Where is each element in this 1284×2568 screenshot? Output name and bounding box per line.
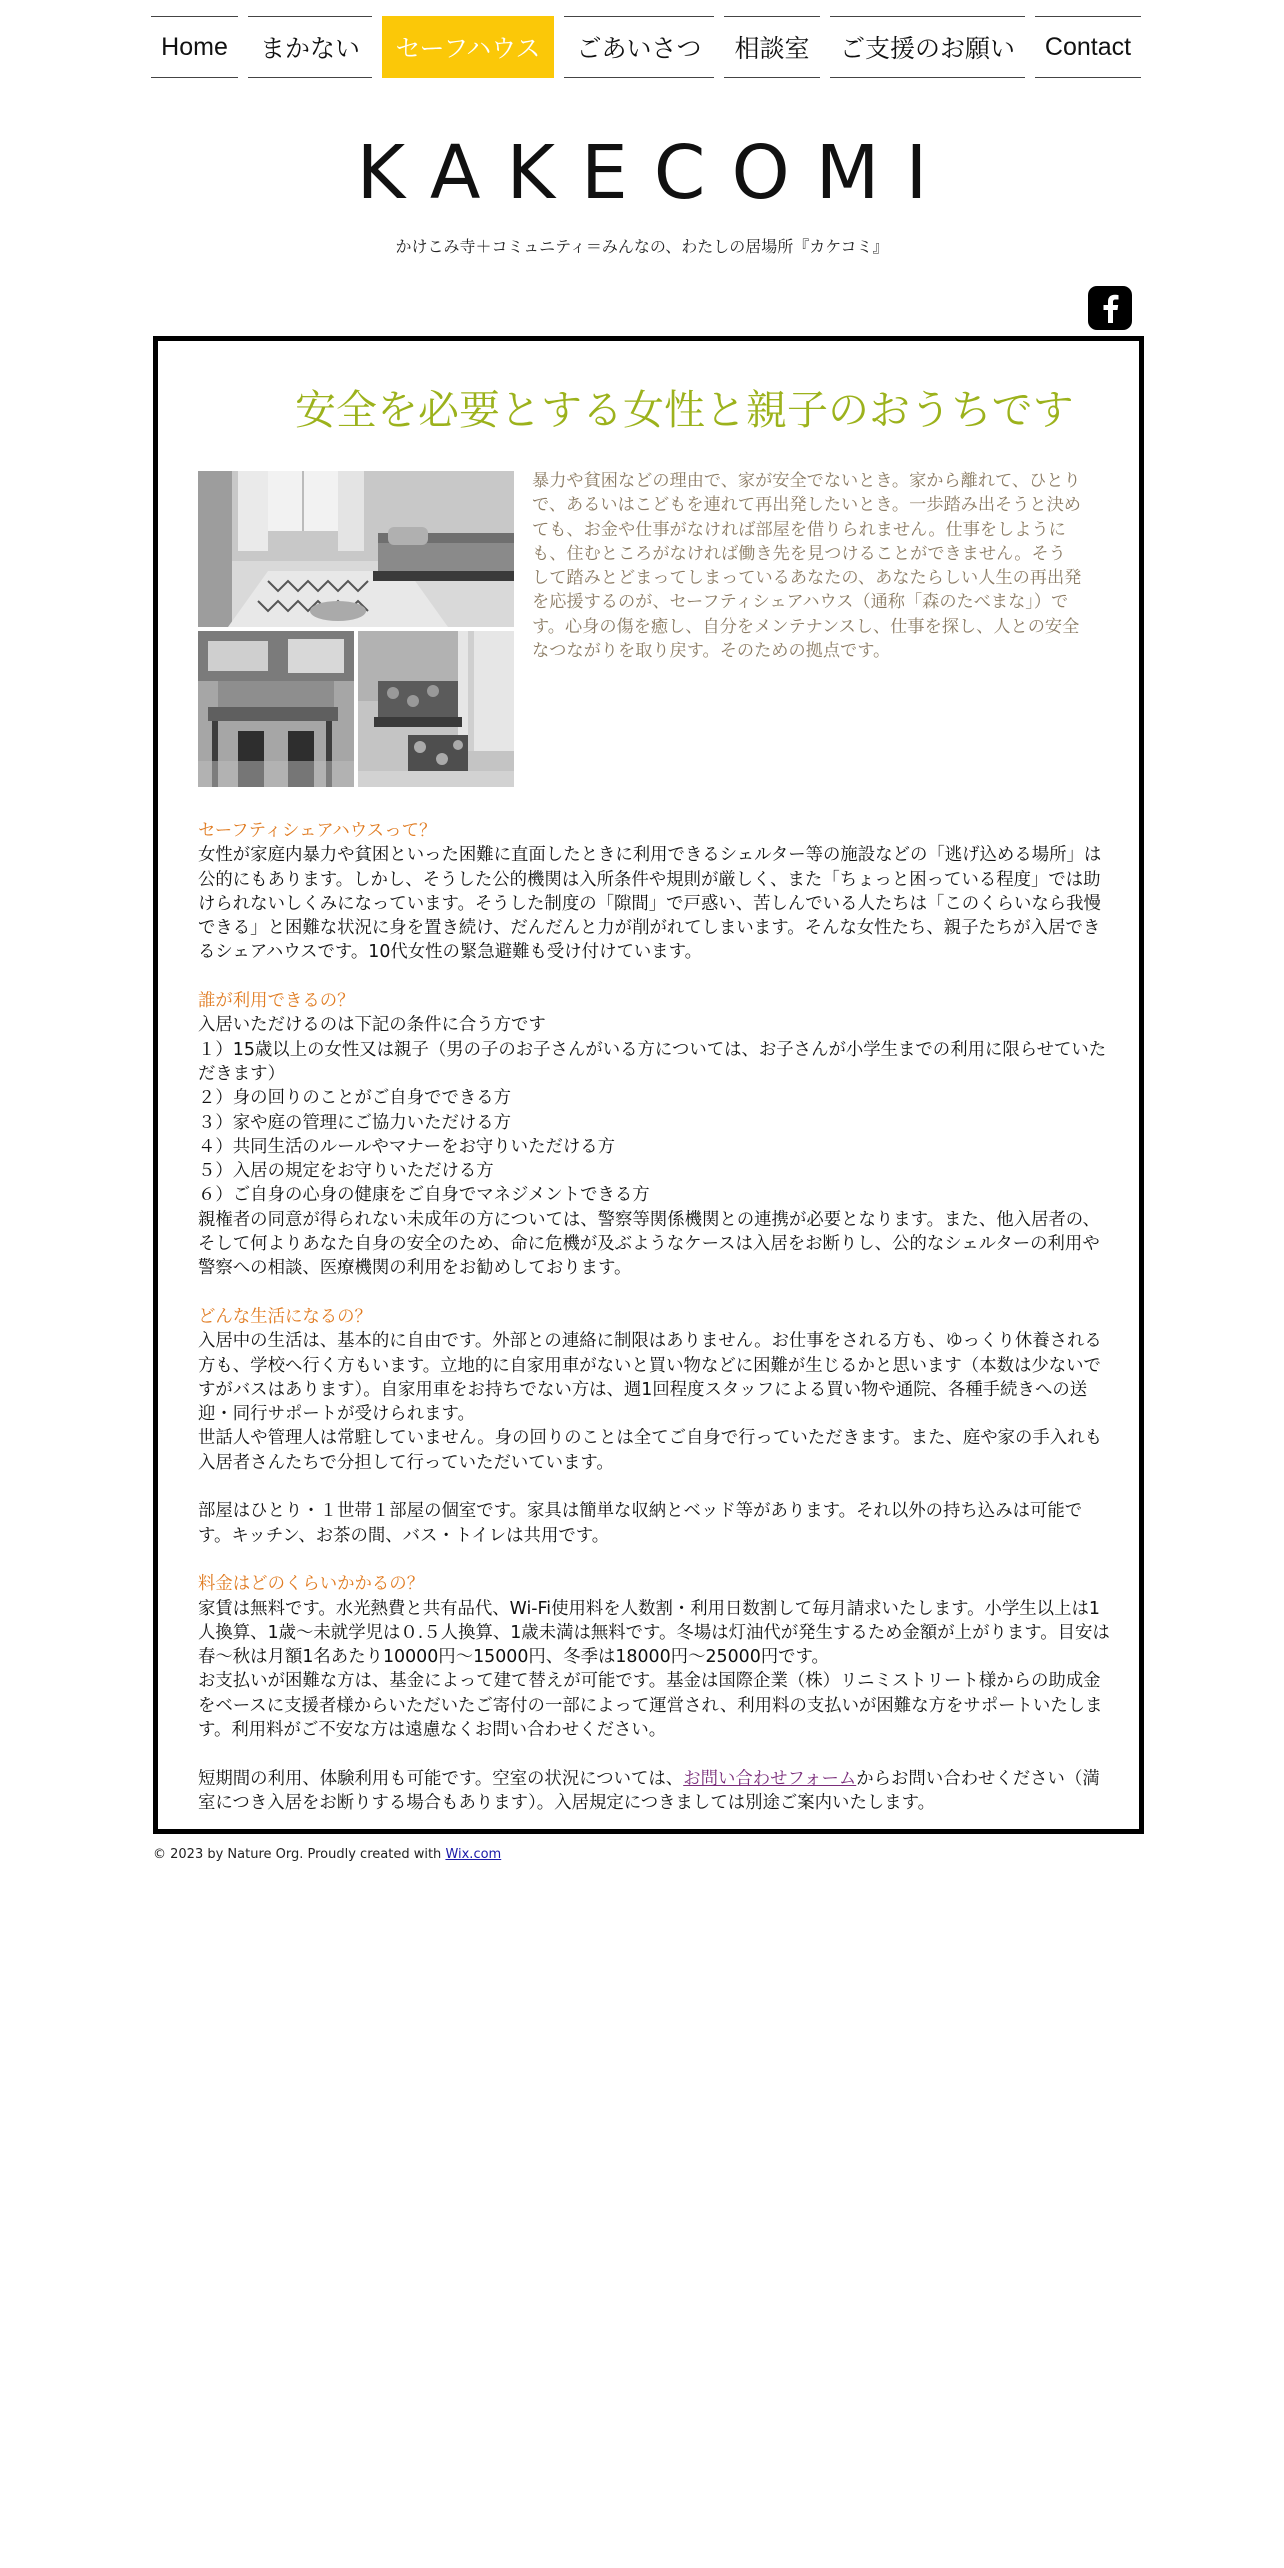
dining-room-photo: [198, 631, 354, 787]
facebook-link[interactable]: [1088, 286, 1132, 330]
section-title-cost: 料金はどのくらいかかるの？: [198, 1574, 425, 1595]
nav-support[interactable]: [830, 16, 1025, 78]
section-title-who: 誰が利用できるの？: [198, 991, 355, 1012]
condition-item: ４）共同生活のルールやマナーをお守りいただける方: [198, 1136, 616, 1157]
section-body-life-2: 世話人や管理人は常駐していません。身の回りのことは全てご自身で行っていただきます。また、庭や家の手入れも入居者さんたちで分担して行っていただいています。: [198, 1428, 1102, 1473]
site-logo[interactable]: KAKECOMI: [356, 130, 954, 216]
photo-collage: [198, 471, 514, 787]
condition-item: ６）ご自身の心身の健康をご自身でマネジメントできる方: [198, 1185, 650, 1206]
nav-contact[interactable]: [1035, 16, 1141, 78]
nav-consultation[interactable]: [724, 16, 820, 78]
nav-safehouse[interactable]: [382, 16, 554, 78]
contact-form-link[interactable]: お問い合わせフォーム: [683, 1768, 857, 1789]
safehouse-content-box: [153, 336, 1144, 1834]
condition-item: ２）身の回りのことがご自身でできる方: [198, 1088, 512, 1109]
living-room-photo: [358, 631, 514, 787]
section-title-life: どんな生活になるの？: [198, 1306, 372, 1327]
nav-safehouse-label: セーフハウス: [395, 35, 541, 63]
section-body-cost-3: [198, 1767, 1112, 1816]
bedroom-photo: [198, 471, 514, 627]
condition-item: ３）家や庭の管理にご協力いただける方: [198, 1112, 512, 1133]
section-note-who: 親権者の同意が得られない未成年の方については、警察等関係機関との連携が必要となります。また、他入居者の、そして何よりあなた自身の安全のため、命に危機が及ぶようなケースは入居をお断りし、公的なシェルターの利用や警察への相談、医療機関の利用をお勧めしております。: [198, 1209, 1100, 1279]
section-body-what: 女性が家庭内暴力や貧困といった困難に直面したときに利用できるシェルター等の施設などの「逃げ込める場所」は公的にもあります。しかし、そうした公的機関は入所条件や規則が厳しく、また「ちょっと困っている程度」では助けられないしくみになっています。そうした制度の「隙間」で戸惑い、苦しんでいる人たちは「このくらいなら我慢できる」と困難な状況に身を置き続け、だんだんと力が削がれてしまいます。そんな女性たち、親子たちが入居できるシェアハウスです。10代女性の緊急避難も受け付けています。: [198, 845, 1102, 963]
intro-text: 暴力や貧困などの理由で、家が安全でないとき。家から離れて、ひとりで、あるいはこどもを連れて再出発したいとき。一歩踏み出そうと決めても、お金や仕事がなければ部屋を借りられません。仕事をしようにも、住むところがなければ働き先を見つけることができません。そうして踏みとどまってしまっているあなたの、あなたらしい人生の再出発を応援するのが、セーフティシェアハウス（通称「森のたべまな」）です。心身の傷を癒し、自分をメンテナンスし、仕事を探し、人との安全なつながりを取り戻す。そのための拠点です。: [532, 471, 1082, 662]
cost-3-post: からお問い合わせください（満室につき入居をお断りする場合もあります）。入居規定につきましては別途ご案内いたします。: [198, 1768, 1100, 1813]
nav-greeting[interactable]: [564, 16, 714, 78]
wix-link[interactable]: Wix.com: [445, 1847, 502, 1862]
nav-home[interactable]: [151, 16, 238, 78]
page-title: 安全を必要とする女性と親子のおうちです: [295, 386, 1074, 434]
section-body-life-1: 入居中の生活は、基本的に自由です。外部との連絡に制限はありません。お仕事をされる方も、ゆっくり休養される方も、学校へ行く方もいます。立地的に自家用車がないと買い物などに困難が生じるかと思います（本数は少ないですがバスはあります）。自家用車をお持ちでない方は、週1回程度スタッフによる買い物や通院、各種手続きへの送迎・同行サポートが受けられます。: [198, 1331, 1102, 1425]
nav-contact-label: Contact: [1044, 32, 1132, 61]
section-body-cost-1: 家賃は無料です。水光熱費と共有品代、Wi-Fi使用料を人数割・利用日数割して毎月請求いたします。小学生以上は1人換算、1歳〜未就学児は０.５人換算、1歳未満は無料です。冬場は灯油代が発生するため金額が上がります。目安は春〜秋は月額1名あたり10000円〜15000円、冬季は18000円〜25000円です。: [198, 1598, 1110, 1668]
nav-makanai-label: まかない: [259, 35, 360, 63]
condition-item: ５）入居の規定をお守りいただける方: [198, 1161, 494, 1182]
facebook-icon: [1099, 293, 1121, 323]
section-lead-who: 入居いただけるのは下記の条件に合う方です: [198, 1015, 546, 1036]
footer-text: © 2023 by Nature Org. Proudly created with: [153, 1847, 446, 1862]
section-body-cost-2: お支払いが困難な方は、基金によって建て替えが可能です。基金は国際企業（株）リニミストリート様からの助成金をベースに支援者様からいただいたご寄付の一部によって運営され、利用料の支払いが困難な方をサポートいたします。利用料がご不安な方は遠慮なくお問い合わせください。: [198, 1671, 1103, 1740]
section-title-what: セーフティシェアハウスって？: [198, 821, 437, 841]
content-body: [198, 819, 1112, 1815]
nav-home-label: Home: [161, 32, 228, 61]
nav-greeting-label: ごあいさつ: [576, 35, 702, 63]
footer: [153, 1847, 501, 1862]
nav-makanai[interactable]: [248, 16, 372, 78]
site-tagline: かけこみ寺＋コミュニティ＝みんなの、わたしの居場所『カケコミ』: [395, 237, 889, 256]
main-nav: [151, 16, 1141, 78]
nav-support-label: ご支援のお願い: [839, 35, 1015, 63]
condition-item: １）15歳以上の女性又は親子（男の子のお子さんがいる方については、お子さんが小学生までの利用に限らせていただきます）: [198, 1039, 1107, 1084]
section-body-life-3: 部屋はひとり・１世帯１部屋の個室です。家具は簡単な収納とベッド等があります。それ以外の持ち込みは可能です。キッチン、お茶の間、バス・トイレは共用です。: [198, 1501, 1083, 1546]
cost-3-pre: 短期間の利用、体験利用も可能です。空室の状況については、: [198, 1768, 684, 1789]
nav-consultation-label: 相談室: [734, 35, 810, 63]
